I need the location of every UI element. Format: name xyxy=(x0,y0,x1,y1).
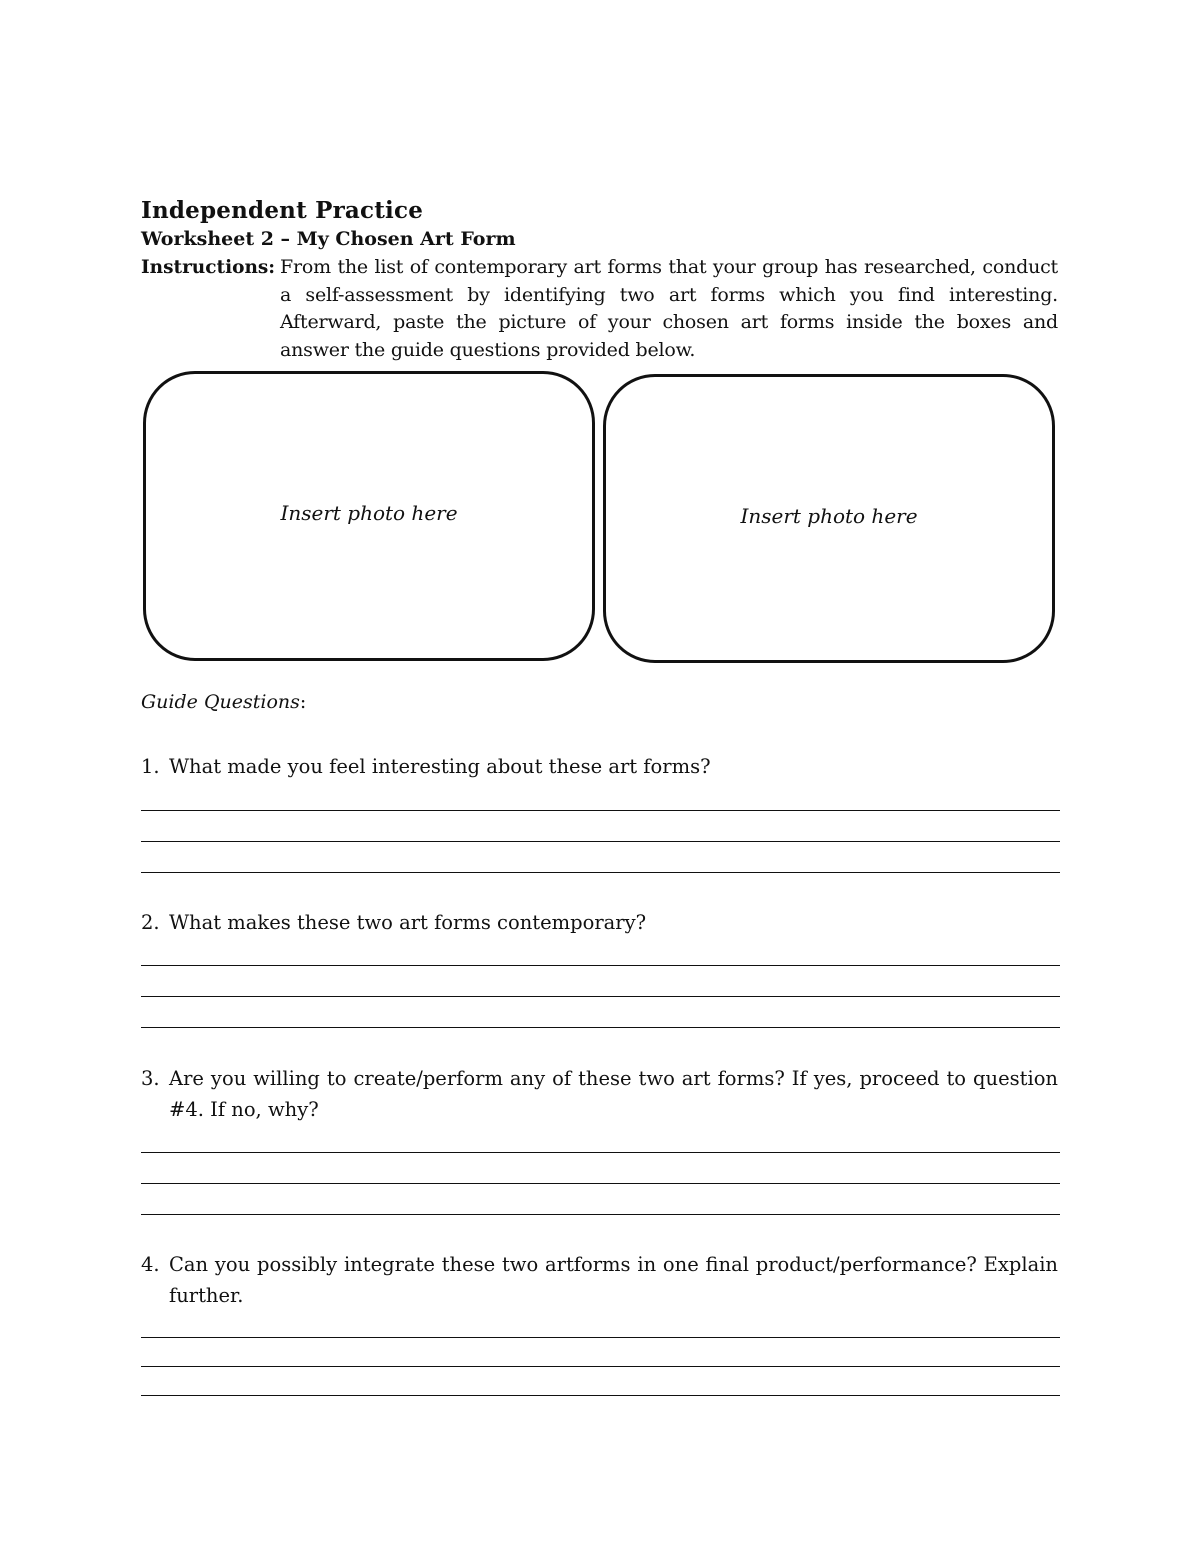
answer-line-q3-2[interactable] xyxy=(141,1183,1060,1184)
question-number: 3. xyxy=(141,1067,160,1090)
photo-box-label: Insert photo here xyxy=(740,503,918,528)
answer-line-q3-3[interactable] xyxy=(141,1214,1060,1215)
question-number: 2. xyxy=(141,911,160,934)
question-3 xyxy=(141,1063,1058,1125)
answer-line-q2-2[interactable] xyxy=(141,996,1060,997)
answer-line-q4-2[interactable] xyxy=(141,1366,1060,1367)
instructions-text: From the list of contemporary art forms that your group has researched, conduct a self-assessment by identifying two art forms which you find interesting. Afterward, paste the picture of your chosen art forms inside the boxes and answer the guide questions provided below. xyxy=(280,256,1058,361)
question-text: What makes these two art forms contemporary? xyxy=(169,911,647,934)
question-text: Are you willing to create/perform any of these two art forms? If yes, proceed to question #4. If no, why? xyxy=(169,1067,1058,1121)
answer-line-q1-1[interactable] xyxy=(141,810,1060,811)
guide-questions-heading xyxy=(141,691,306,713)
photo-box-label: Insert photo here xyxy=(280,501,458,525)
answer-line-q3-1[interactable] xyxy=(141,1152,1060,1153)
question-number: 1. xyxy=(141,755,160,778)
instructions-label: Instructions: xyxy=(141,257,276,278)
photo-box-2[interactable] xyxy=(603,374,1055,663)
answer-line-q2-3[interactable] xyxy=(141,1027,1060,1028)
question-number: 4. xyxy=(141,1253,160,1276)
worksheet-subtitle: Worksheet 2 – My Chosen Art Form xyxy=(141,228,516,250)
question-4 xyxy=(141,1249,1058,1311)
page-title: Independent Practice xyxy=(141,197,424,224)
photo-box-1[interactable] xyxy=(143,371,595,661)
question-1 xyxy=(141,751,1058,782)
answer-line-q4-1[interactable] xyxy=(141,1337,1060,1338)
guide-heading-colon: : xyxy=(299,691,307,713)
answer-line-q1-3[interactable] xyxy=(141,872,1060,873)
answer-line-q2-1[interactable] xyxy=(141,965,1060,966)
guide-heading-text: Guide Questions xyxy=(141,691,300,713)
question-text: What made you feel interesting about these art forms? xyxy=(169,755,711,778)
answer-line-q4-3[interactable] xyxy=(141,1395,1060,1396)
question-2 xyxy=(141,907,1058,938)
answer-line-q1-2[interactable] xyxy=(141,841,1060,842)
question-text: Can you possibly integrate these two artforms in one final product/performance? Explain further. xyxy=(169,1253,1058,1307)
